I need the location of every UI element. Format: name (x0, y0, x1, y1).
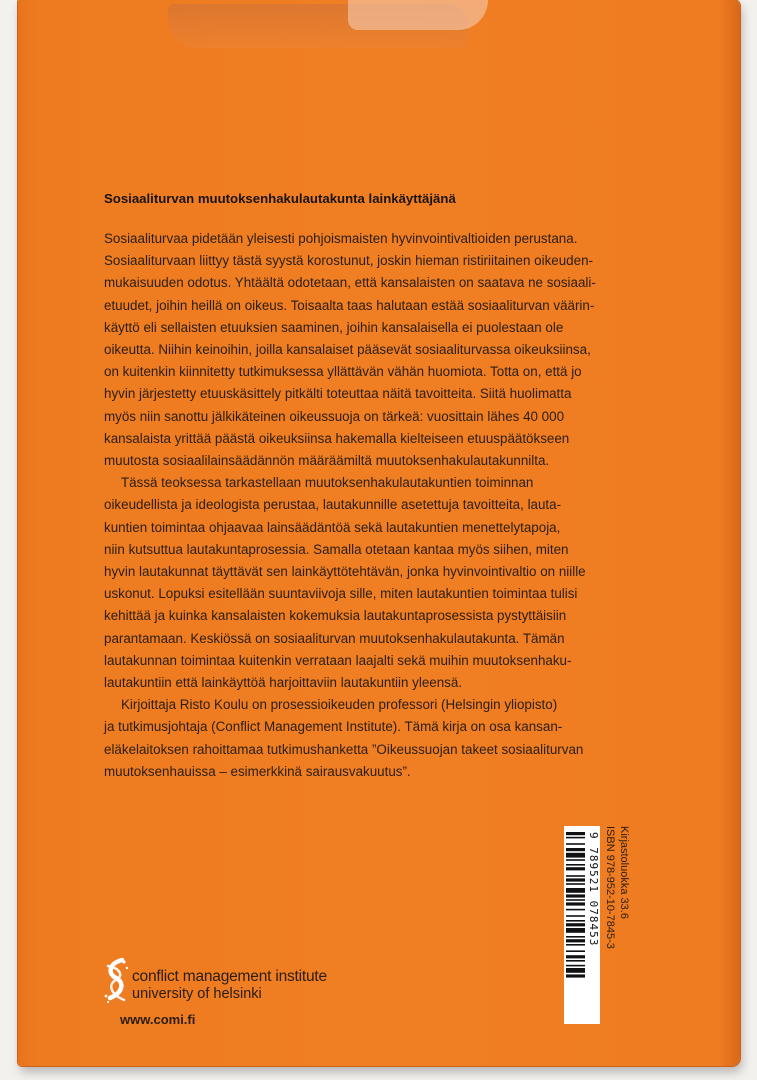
barcode-stripe (566, 853, 585, 858)
blurb-line: on kuitenkin kiinnitetty tutkimuksessa yllättävän vähän huomiota. Totta on, että jo (104, 364, 582, 380)
cmi-double-s-logo-icon (102, 956, 130, 1004)
blurb-line: kuntien toimintaa ohjaavaa lainsäädäntöä sekä lautakuntien menettelytapoja, (104, 519, 561, 535)
blurb-line: muutoksenhauissa – esimerkkinä sairausvakuutus”. (104, 763, 411, 779)
barcode-stripe (566, 875, 585, 877)
publisher-logo (102, 956, 402, 1006)
library-class: Kirjastoluokka 33.6 (618, 826, 630, 919)
blurb-line: oikeutta. Niihin keinoihin, joilla kansalaiset pääsevät sosiaaliturvassa oikeuksiinsa, (104, 342, 591, 358)
barcode-stripe (566, 955, 585, 958)
logo-university: university of helsinki (132, 986, 262, 1002)
barcode-stripe (566, 859, 585, 861)
barcode-stripe (566, 883, 585, 885)
blurb-line: niin kutsuttua lautakuntaprosessia. Samalla otetaan kantaa myös siihen, miten (104, 541, 569, 557)
barcode-stripe (566, 837, 585, 839)
barcode-stripe (566, 899, 585, 901)
blurb-text (104, 228, 664, 783)
barcode-stripe (566, 878, 585, 881)
barcode-stripe (566, 843, 585, 845)
barcode-stripe (566, 968, 585, 973)
blurb-line: etuudet, joihin heillä on oikeus. Toisaalta taas halutaan estää sosiaaliturvan väärin- (104, 297, 595, 313)
logo-name: conflict management institute (132, 968, 327, 985)
barcode-stripe (566, 848, 585, 851)
isbn-barcode-block (564, 826, 630, 1024)
blurb-line: Kirjoittaja Risto Koulu on prosessioikeuden professori (Helsingin yliopisto) (121, 697, 558, 713)
blurb-line: lautakuntiin että lainkäyttöä harjoittaviin lautakuntiin yleensä. (104, 675, 463, 691)
barcode-stripe (566, 867, 585, 870)
barcode-stripe (566, 923, 585, 926)
barcode-stripe (566, 944, 585, 946)
barcode-stripe (566, 894, 585, 897)
publisher-url: www.comi.fi (120, 1012, 196, 1027)
blurb-line: parantamaan. Keskiössä on sosiaaliturvan muutoksenhakulautakunta. Tämän (104, 630, 565, 646)
blurb-line: myös niin sanottu jälkikäteinen oikeussuoja on tärkeä: vuosittain lähes 40 000 (104, 408, 565, 424)
barcode-stripe (566, 920, 585, 922)
cover-title: Sosiaaliturvan muutoksenhakulautakunta lainkäyttäjänä (104, 191, 456, 206)
barcode-stripe (566, 864, 585, 866)
blurb-line: Tässä teoksessa tarkastellaan muutoksenhakulautakuntien toiminnan (121, 475, 534, 491)
blurb-line: uskonut. Lopuksi esitellään suuntaviivoja sille, miten lautakuntien toimintaa tulisi (104, 586, 578, 602)
barcode-stripe (566, 939, 585, 942)
barcode-stripe (566, 902, 585, 905)
isbn-number: ISBN 978-952-10-7845-3 (604, 826, 616, 949)
blurb-line: ja tutkimusjohtaja (Conflict Management Institute). Tämä kirja on osa kansan- (104, 719, 563, 735)
blurb-line: Sosiaaliturvaan liittyy tästä syystä korostunut, joskin hieman ristiriitainen oikeuden- (104, 253, 593, 269)
barcode-stripe (566, 915, 585, 917)
barcode-stripe (566, 974, 585, 977)
tape-residue-light (348, 0, 488, 30)
barcode-stripe (566, 936, 585, 938)
barcode-digits: 9 789521 078453 (587, 832, 600, 947)
blurb-line: hyvin järjestetty etuuskäsittely pitkälti toteuttaa näitä tavoitteita. Siitä huolimatta (104, 386, 572, 402)
barcode-stripe (566, 909, 585, 911)
blurb-line: oikeudellista ja ideologista perustaa, lautakunnille asetettuja tavoitteita, lauta- (104, 497, 562, 513)
blurb-line: kehittää ja kuinka kansalaisten kokemuksia lautakuntaprosessista pystyttäisiin (104, 608, 567, 624)
barcode-stripe (566, 832, 585, 835)
barcode-stripe (566, 888, 585, 893)
barcode-stripe (566, 928, 585, 933)
blurb-line: käyttö eli sellaisten etuuksien saaminen, joihin kansalaisella ei puolestaan ole (104, 319, 564, 335)
blurb-line: muutosta sosiaalilainsäädännön määräämiltä muutoksenhakulautakunnilta. (104, 453, 550, 469)
blurb-line: mukaisuuden odotus. Yhtäältä odotetaan, että kansalaisten on saatava ne sosiaali- (104, 275, 596, 291)
blurb-line: kansalaista yrittää päästä oikeuksiinsa hakemalla kielteiseen etuuspäätökseen (104, 430, 570, 446)
blurb-line: Sosiaaliturvaa pidetään yleisesti pohjoismaisten hyvinvointivaltioiden perustana. (104, 231, 578, 246)
blurb-line: eläkelaitoksen rahoittamaa tutkimushanketta ”Oikeussuojan takeet sosiaaliturvan (104, 741, 584, 757)
blurb-line: hyvin lautakunnat täyttävät sen lainkäyttötehtävän, jonka hyvinvointivaltio on niille (104, 564, 586, 580)
barcode-stripe (566, 950, 585, 952)
barcode-stripe (566, 960, 585, 962)
barcode-stripe (566, 965, 585, 967)
blurb-line: lautakunnan toimintaa kuitenkin verrataan laajalti sekä muihin muutoksenhaku- (104, 652, 572, 668)
